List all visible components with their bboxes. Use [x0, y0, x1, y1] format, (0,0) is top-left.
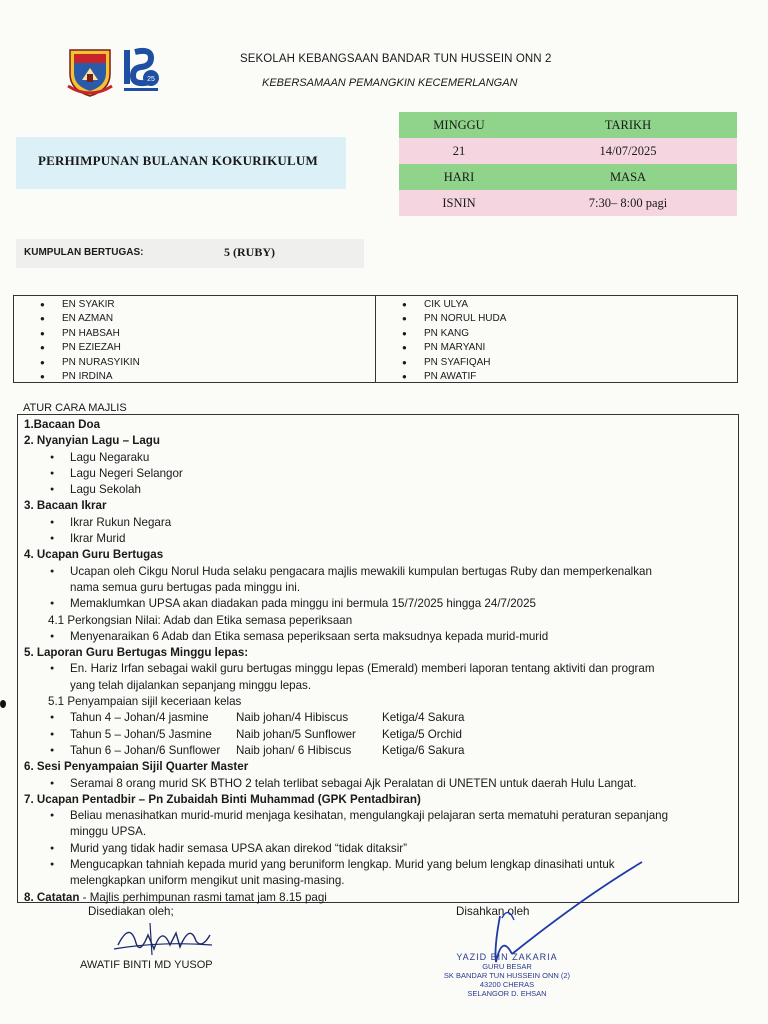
agenda-section-2: 2. Nyanyian Lagu – Lagu	[24, 434, 160, 448]
agenda-item-continued: melengkapkan uniform mengikut unit masing-masing.	[70, 874, 345, 888]
teacher-name: ● PN HABSAH	[40, 327, 375, 341]
agenda-item: ● Memaklumkan UPSA akan diadakan pada minggu ini bermula 15/7/2025 hingga 24/7/2025	[24, 596, 738, 612]
award-row	[24, 727, 738, 743]
teacher-name: ● PN IRDINA	[40, 370, 375, 384]
agenda-section-5: 5. Laporan Guru Bertugas Minggu lepas:	[24, 646, 249, 660]
stamp-line: 43200 CHERAS	[479, 980, 535, 989]
event-title: PERHIMPUNAN BULANAN KOKURIKULUM	[38, 153, 318, 168]
agenda-item-continued: minggu UPSA.	[70, 825, 147, 839]
agenda-section-1: 1.Bacaan Doa	[24, 418, 101, 431]
award-runner-up: Naib johan/ 6 Hibiscus	[236, 743, 352, 757]
agenda-item: ● Lagu Negeri Selangor	[24, 466, 738, 482]
award-winner: Tahun 6 – Johan/6 Sunflower	[70, 743, 221, 757]
agenda-section-4: 4. Ucapan Guru Bertugas	[24, 548, 164, 562]
award-row	[24, 743, 738, 759]
agenda-item: ● Mengucapkan tahniah kepada murid yang beruniform lengkap. Murid yang belum lengkap dinasihati untuk	[24, 857, 738, 873]
stamp-name: YAZID BIN ZAKARIA	[456, 952, 558, 962]
award-winner: Tahun 4 – Johan/4 jasmine	[70, 711, 209, 725]
agenda-item-continued: yang telah dijalankan sepanjang minggu lepas.	[70, 678, 312, 692]
award-third: Ketiga/4 Sakura	[382, 711, 465, 725]
masa-value: 7:30– 8:00 pagi	[519, 190, 737, 216]
teacher-name: ● PN EZIEZAH	[40, 341, 375, 355]
info-row-values-1	[399, 138, 737, 164]
official-stamp	[432, 953, 582, 998]
agenda-item: ● Menyenaraikan 6 Adab dan Etika semasa peperiksaan serta maksudnya kepada murid-murid	[24, 629, 738, 645]
notes-label: 8. Catatan	[24, 890, 80, 904]
preparer-name: AWATIF BINTI MD YUSOP	[80, 959, 213, 971]
teacher-name: ● EN SYAKIR	[40, 298, 375, 312]
award-row	[24, 710, 738, 726]
agenda-section-6: 6. Sesi Penyampaian Sijil Quarter Master	[24, 760, 249, 774]
approved-by-label: Disahkan oleh	[456, 905, 530, 918]
teacher-name: ● PN AWATIF	[402, 370, 737, 384]
stamp-line: GURU BESAR	[482, 962, 532, 971]
info-row-values-2	[399, 190, 737, 216]
teacher-name: ● EN AZMAN	[40, 312, 375, 326]
award-third: Ketiga/5 Orchid	[382, 727, 462, 741]
anniversary-logo	[121, 46, 163, 96]
schedule-info-table	[399, 112, 737, 216]
teacher-name: ● PN SYAFIQAH	[402, 356, 737, 370]
teachers-left-column	[14, 296, 375, 382]
duty-group-value: 5 (RUBY)	[224, 245, 275, 259]
agenda-box	[17, 414, 739, 903]
agenda-item: ● Ucapan oleh Cikgu Norul Huda selaku pengacara majlis mewakili kumpulan bertugas Ruby dan memperkenalkan	[24, 564, 738, 580]
preparer-signature	[110, 915, 214, 961]
notes-text: - Majlis perhimpunan rasmi tamat jam 8.15 pagi	[79, 890, 327, 904]
prepared-by-label: Disediakan oleh;	[88, 905, 174, 918]
agenda-item: ● Lagu Negaraku	[24, 450, 738, 466]
duty-group-label: KUMPULAN BERTUGAS:	[24, 247, 144, 258]
teacher-name: ● CIK ULYA	[402, 298, 737, 312]
teacher-name: ● PN NORUL HUDA	[402, 312, 737, 326]
school-name: SEKOLAH KEBANGSAAN BANDAR TUN HUSSEIN ONN 2	[240, 53, 552, 65]
info-row-labels-1	[399, 112, 737, 138]
svg-text:25: 25	[147, 76, 155, 83]
agenda-item: ● En. Hariz Irfan sebagai wakil guru bertugas minggu lepas (Emerald) memberi laporan tentang aktiviti dan program	[24, 661, 738, 677]
tarikh-label: TARIKH	[519, 112, 737, 138]
stamp-line: SK BANDAR TUN HUSSEIN ONN (2)	[443, 971, 571, 980]
teacher-name: ● PN NURASYIKIN	[40, 356, 375, 370]
scan-artifact	[0, 700, 6, 708]
agenda-section-7: 7. Ucapan Pentadbir – Pn Zubaidah Binti Muhammad (GPK Pentadbiran)	[24, 792, 421, 806]
masa-label: MASA	[519, 164, 737, 190]
agenda-item: ● Lagu Sekolah	[24, 482, 738, 498]
agenda-item: ● Ikrar Rukun Negara	[24, 515, 738, 531]
agenda-item: ● Beliau menasihatkan murid-murid menjaga kesihatan, mengulangkaji pelajaran serta mematuhi peraturan sepanjang	[24, 808, 738, 824]
agenda-item: ● Murid yang tidak hadir semasa UPSA akan direkod “tidak ditaksir”	[24, 841, 738, 857]
agenda-subsection-5-1: 5.1 Penyampaian sijil keceriaan kelas	[48, 695, 242, 709]
award-runner-up: Naib johan/4 Hibiscus	[236, 711, 349, 725]
tarikh-value: 14/07/2025	[519, 138, 737, 164]
hari-label: HARI	[399, 164, 519, 190]
minggu-value: 21	[399, 138, 519, 164]
school-crest-logo	[64, 46, 116, 98]
info-row-labels-2	[399, 164, 737, 190]
agenda-subsection-4-1: 4.1 Perkongsian Nilai: Adab dan Etika semasa peperiksaan	[48, 613, 353, 627]
agenda-item-continued: nama semua guru bertugas pada minggu ini.	[70, 580, 301, 594]
agenda-item: ● Seramai 8 orang murid SK BTHO 2 telah terlibat sebagai Ajk Peralatan di UNETEN untuk daerah Hulu Langat.	[24, 776, 738, 792]
duty-teachers-table	[13, 295, 738, 383]
minggu-label: MINGGU	[399, 112, 519, 138]
stamp-line: SELANGOR D. EHSAN	[467, 989, 547, 998]
teacher-name: ● PN KANG	[402, 327, 737, 341]
agenda-section-3: 3. Bacaan Ikrar	[24, 499, 107, 513]
agenda-title: ATUR CARA MAJLIS	[23, 402, 127, 414]
award-winner: Tahun 5 – Johan/5 Jasmine	[70, 727, 212, 741]
award-runner-up: Naib johan/5 Sunflower	[236, 727, 356, 741]
school-motto: KEBERSAMAAN PEMANGKIN KECEMERLANGAN	[262, 77, 518, 89]
award-third: Ketiga/6 Sakura	[382, 743, 465, 757]
teacher-name: ● PN MARYANI	[402, 341, 737, 355]
agenda-item: ● Ikrar Murid	[24, 531, 738, 547]
hari-value: ISNIN	[399, 190, 519, 216]
teachers-right-column	[375, 296, 737, 382]
